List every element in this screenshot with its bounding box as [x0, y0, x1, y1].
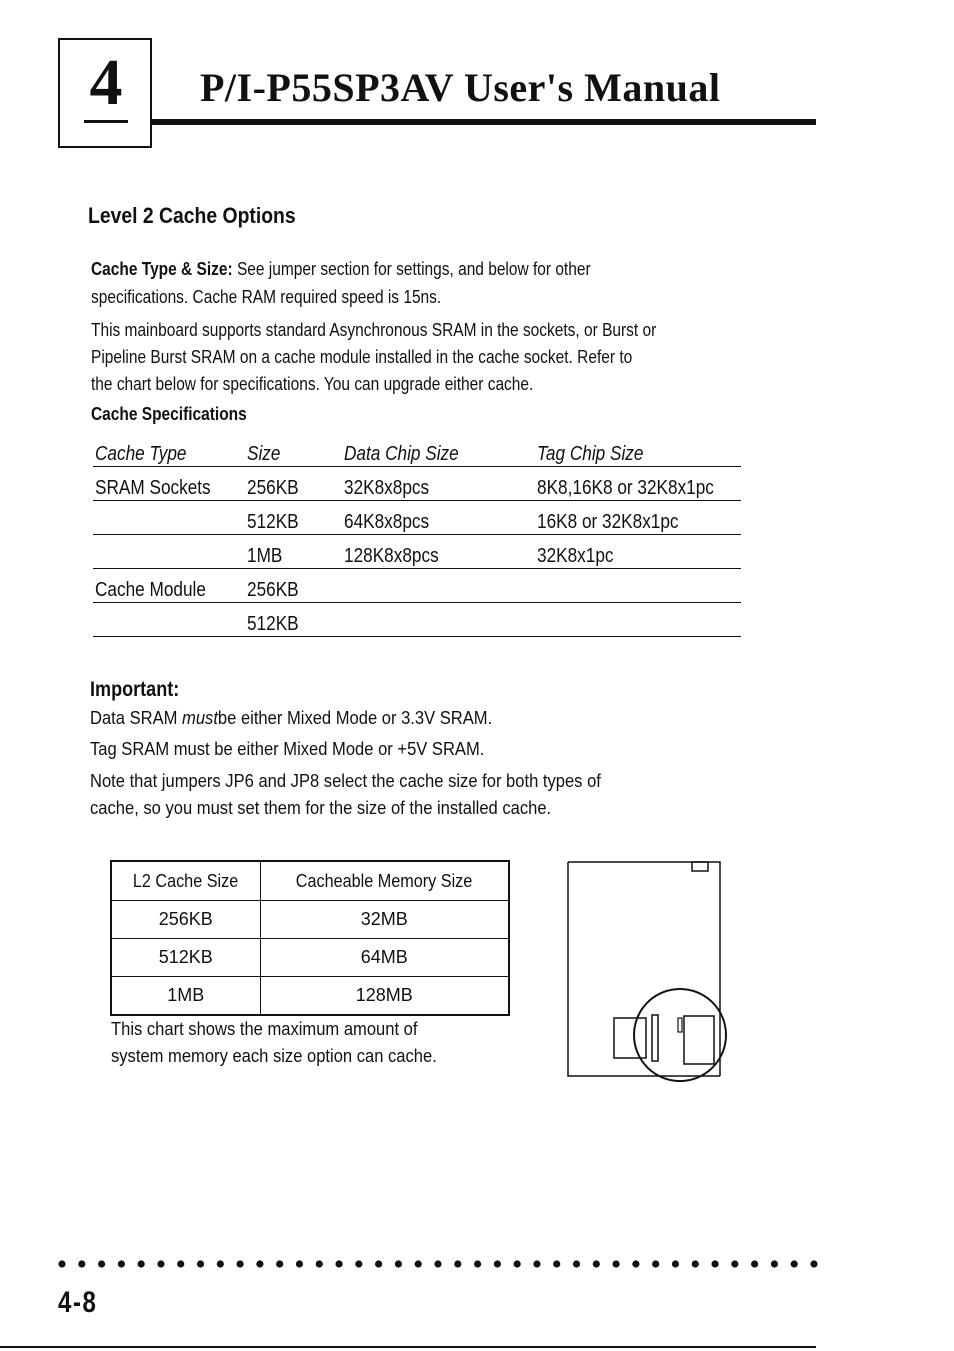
table-row	[93, 603, 741, 637]
important-line-4: cache, so you must set them for the size of the installed cache.	[90, 798, 552, 818]
board-outline	[568, 862, 720, 1076]
footer-dot	[355, 1260, 362, 1267]
important-line-2: Tag SRAM must be either Mixed Mode or +5V SRAM.	[90, 739, 485, 759]
footer-dot	[98, 1260, 105, 1267]
table-cell: 32K8x8pcs	[342, 467, 535, 501]
cache-specifications-table	[93, 435, 741, 637]
footer-dot	[593, 1260, 600, 1267]
header-rule	[150, 119, 816, 125]
footer-dot	[276, 1260, 283, 1267]
table-cell: 128MB	[260, 977, 509, 1016]
table-cell: 512KB	[245, 501, 342, 535]
chapter-number-underline	[84, 120, 128, 123]
emphasis-must: must	[182, 708, 218, 728]
footer-dot	[197, 1260, 204, 1267]
footer-dot	[335, 1260, 342, 1267]
table-cell: 256KB	[245, 569, 342, 603]
footer-dot	[632, 1260, 639, 1267]
footer-dot	[553, 1260, 560, 1267]
table-cell	[93, 603, 245, 637]
footer-dot	[573, 1260, 580, 1267]
page-title: P/I-P55SP3AV User's Manual	[200, 65, 721, 110]
table-cell: 256KB	[245, 467, 342, 501]
bottom-rule	[0, 1346, 816, 1348]
footer-dot	[731, 1260, 738, 1267]
footer-dot	[78, 1260, 85, 1267]
footer-dot	[316, 1260, 323, 1267]
table-cell: 512KB	[111, 939, 260, 977]
table-cell	[93, 501, 245, 535]
important-heading: Important:	[90, 678, 180, 701]
cache-module-slot	[684, 1016, 714, 1064]
table-cell: 32MB	[260, 901, 509, 939]
footer-dot	[672, 1260, 679, 1267]
table-cell	[535, 603, 741, 637]
cache-header-cacheable-size: Cacheable Memory Size	[260, 861, 509, 901]
jumper-pin	[678, 1018, 682, 1032]
chapter-box	[58, 38, 152, 148]
highlight-circle	[634, 989, 726, 1081]
footer-dot	[157, 1260, 164, 1267]
footer-dot	[415, 1260, 422, 1267]
footer-dot	[454, 1260, 461, 1267]
support-line-3: the chart below for specifications. You can upgrade either cache.	[91, 374, 534, 394]
footer-dot	[494, 1260, 501, 1267]
jumper-block	[652, 1015, 658, 1061]
footer-dot-leader	[58, 1257, 818, 1271]
important-line-1: Data SRAM mustbe either Mixed Mode or 3.3V SRAM.	[90, 708, 493, 728]
spec-header-data-chip-size: Data Chip Size	[342, 435, 535, 467]
cache-specifications-heading: Cache Specifications	[91, 404, 247, 424]
table-cell: 8K8,16K8 or 32K8x1pc	[535, 467, 741, 501]
footer-dot	[711, 1260, 718, 1267]
cache-type-size-label: Cache Type & Size:	[91, 259, 233, 279]
table-cell	[342, 569, 535, 603]
table-row	[93, 535, 741, 569]
footer-dot	[217, 1260, 224, 1267]
footer-dot	[434, 1260, 441, 1267]
table-cell: 16K8 or 32K8x1pc	[535, 501, 741, 535]
table-row	[111, 977, 509, 1016]
cache-socket-left	[614, 1018, 646, 1058]
footer-dot	[237, 1260, 244, 1267]
footer-dot	[652, 1260, 659, 1267]
cache-caption-line-1: This chart shows the maximum amount of	[111, 1019, 418, 1039]
table-cell: 1MB	[111, 977, 260, 1016]
cache-type-size-line-1	[91, 255, 710, 283]
footer-dot	[791, 1260, 798, 1267]
table-cell: 256KB	[111, 901, 260, 939]
table-cell	[535, 569, 741, 603]
table-cell: 128K8x8pcs	[342, 535, 535, 569]
spec-header-cache-type: Cache Type	[93, 435, 245, 467]
footer-dot	[138, 1260, 145, 1267]
table-row	[111, 901, 509, 939]
footer-dot	[771, 1260, 778, 1267]
table-cell	[93, 535, 245, 569]
board-connector	[692, 862, 708, 871]
footer-dot	[375, 1260, 382, 1267]
table-cell	[342, 603, 535, 637]
footer-dot	[118, 1260, 125, 1267]
spec-header-size: Size	[245, 435, 342, 467]
support-line-2: Pipeline Burst SRAM on a cache module installed in the cache socket. Refer to	[91, 347, 633, 367]
table-cell: Cache Module	[93, 569, 245, 603]
chapter-number: 4	[89, 46, 123, 119]
table-row	[93, 467, 741, 501]
table-row	[93, 501, 741, 535]
footer-dot	[474, 1260, 481, 1267]
spec-table-header-row	[93, 435, 741, 467]
support-line-1: This mainboard supports standard Asynchronous SRAM in the sockets, or Burst or	[91, 320, 657, 340]
footer-dot	[58, 1260, 65, 1267]
footer-dot	[533, 1260, 540, 1267]
important-line-3: Note that jumpers JP6 and JP8 select the cache size for both types of	[90, 771, 601, 791]
cache-caption-line-2: system memory each size option can cache.	[111, 1046, 437, 1066]
table-cell: 1MB	[245, 535, 342, 569]
cache-type-size-text-1: See jumper section for settings, and below for other	[232, 259, 591, 279]
cache-type-size-line-2: specifications. Cache RAM required speed is 15ns.	[91, 287, 442, 307]
spec-header-tag-chip-size: Tag Chip Size	[535, 435, 741, 467]
footer-dot	[395, 1260, 402, 1267]
footer-dot	[256, 1260, 263, 1267]
cacheable-memory-table	[110, 860, 510, 1016]
table-cell: 64K8x8pcs	[342, 501, 535, 535]
cache-table-header-row	[111, 861, 509, 901]
board-location-diagram	[566, 858, 736, 1084]
table-cell: 512KB	[245, 603, 342, 637]
table-cell: 32K8x1pc	[535, 535, 741, 569]
footer-dot	[810, 1260, 817, 1267]
footer-dot	[692, 1260, 699, 1267]
table-cell: SRAM Sockets	[93, 467, 245, 501]
footer-dot	[613, 1260, 620, 1267]
footer-dot	[296, 1260, 303, 1267]
table-row	[111, 939, 509, 977]
table-cell: 64MB	[260, 939, 509, 977]
section-heading: Level 2 Cache Options	[88, 203, 296, 228]
footer-dot	[514, 1260, 521, 1267]
table-row	[93, 569, 741, 603]
footer-dot	[751, 1260, 758, 1267]
page-number: 4-8	[58, 1286, 98, 1319]
cache-header-l2-size: L2 Cache Size	[111, 861, 260, 901]
footer-dot	[177, 1260, 184, 1267]
